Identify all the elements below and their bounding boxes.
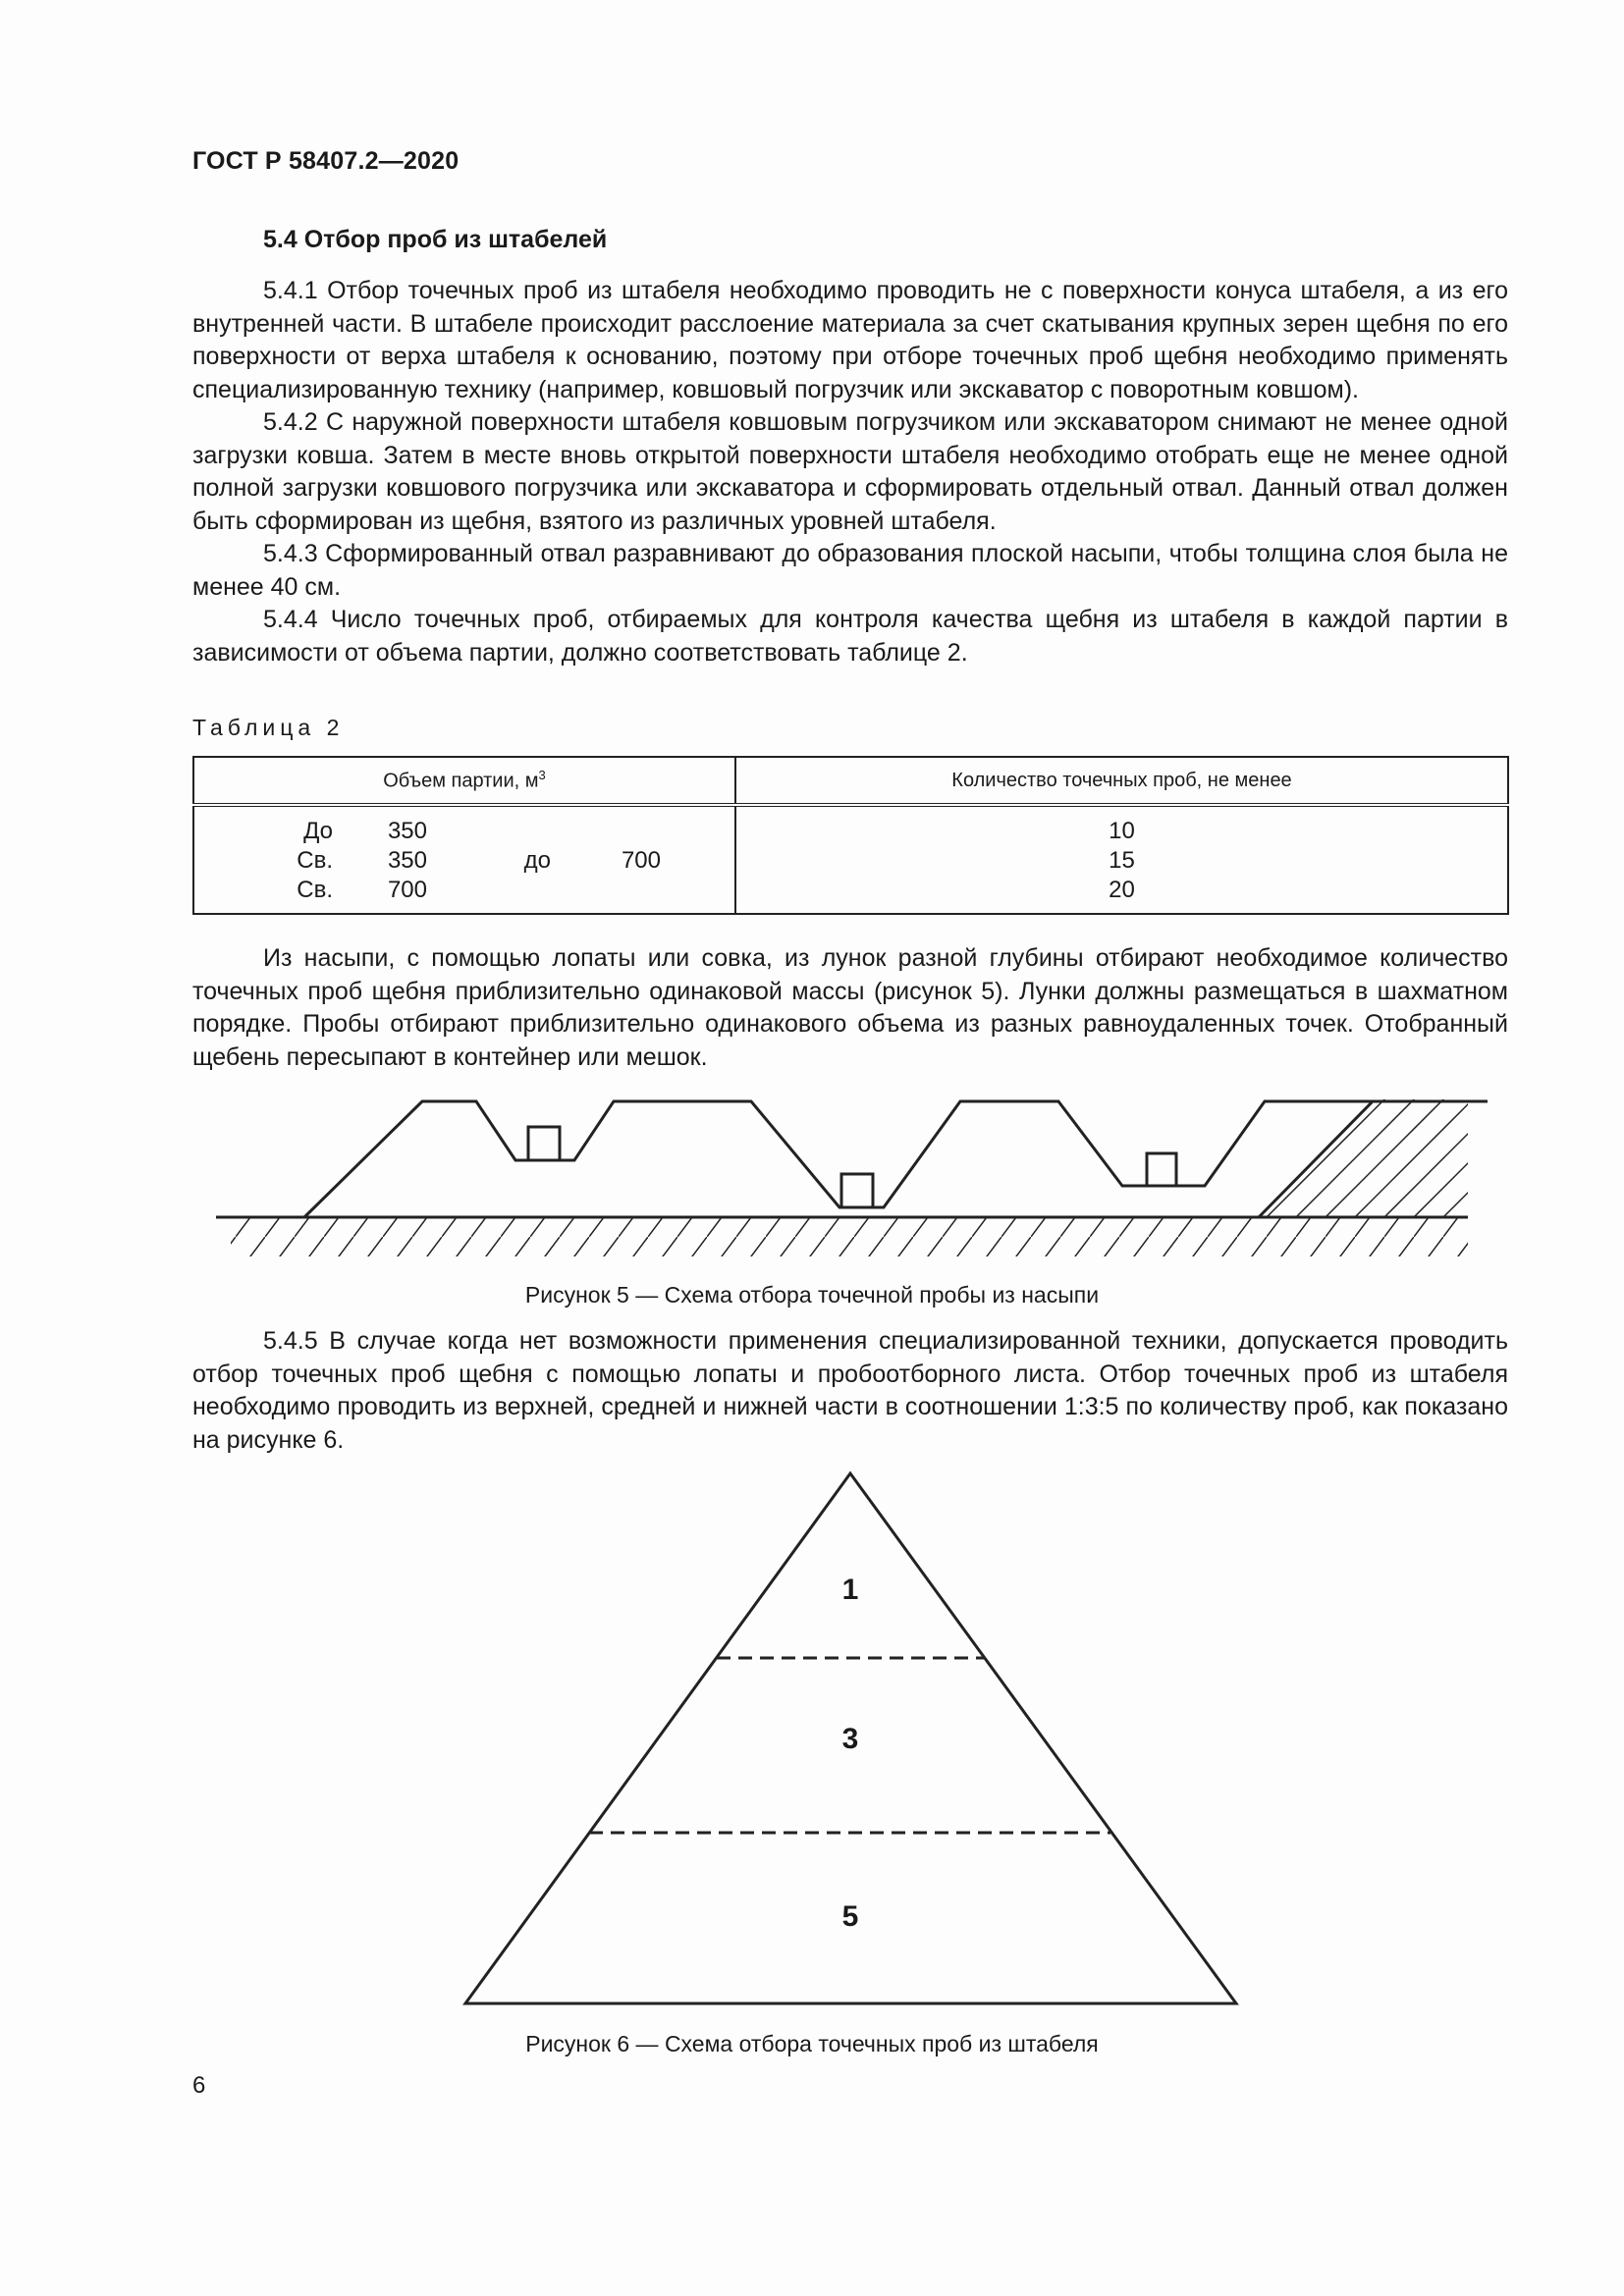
ground-hatching [231,1217,1468,1256]
paragraph-5-4-3: 5.4.3 Сформированный отвал разравнивают до образования плоской насыпи, чтобы толщина слоя была не менее 40 см. [192,540,1508,601]
table-row: Св. 350 до 700 [297,847,661,874]
paragraph-after-table: Из насыпи, с помощью лопаты или совка, из лунок разной глубины отбирают необходимое количество точечных проб щебня приблизительно одинаковой массы (рисунок 5). Лунки должны размещаться в шахматном порядке. Пробы отбирают приблизительно одинакового объема из разных равноудаленных точек. Отобранный щебень пересыпают в контейнер или мешок. [192,944,1508,1071]
paragraphs-block-1 [192,275,1508,669]
table-label: Таблица 2 [192,715,345,740]
paragraph-5-4-1: 5.4.1 Отбор точечных проб из штабеля необходимо проводить не с поверхности конуса штабеля, а из его внутренней части. В штабеле происходит расслоение материала за счет скатывания крупных зерен щебня по его поверхности от верха штабеля к основанию, поэтому при отборе точечных проб щебня необходимо применять специализированную технику (например, ковшовый погрузчик или экскаватор с поворотным ковшом). [192,277,1508,403]
table-cell-volumes [193,805,735,914]
table-2 [192,756,1509,915]
document-header: ГОСТ Р 58407.2—2020 [192,147,460,175]
paragraphs-block-2 [192,942,1508,1074]
section-title: 5.4 Отбор проб из штабелей [263,226,608,253]
table-header-volume: Объем партии, $м^3$ [193,757,735,805]
mound-profile [304,1101,1488,1217]
zone-label-bottom: 5 [841,1900,859,1933]
paragraph-5-4-4: 5.4.4 Число точечных проб, отбираемых для контроля качества щебня из штабеля в каждой партии в зависимости от объема партии, должно соответствовать таблице 2. [192,606,1508,667]
page-number: 6 [192,2072,206,2099]
zone-label-top: 1 [841,1574,859,1606]
table-row: Св. 700 [297,877,427,903]
figure-5-caption: Рисунок 5 — Схема отбора точечной пробы из насыпи [524,1282,1100,1308]
figure-6-caption: Рисунок 6 — Схема отбора точечных проб из штабеля [525,2031,1099,2056]
figure-6-diagram [0,1463,1624,2012]
slope-hatching [1247,1090,1571,1237]
sample-box-3 [1147,1153,1176,1186]
table-cell-counts: 10 15 20 [735,805,1508,914]
sample-box-2 [841,1174,873,1207]
zone-label-middle: 3 [841,1723,859,1755]
stockpile-slope [1259,1101,1373,1217]
sample-box-1 [528,1127,560,1160]
table-header-count: Количество точечных проб, не менее [735,757,1508,805]
paragraphs-block-3 [192,1325,1508,1457]
figure-5-diagram [0,1080,1624,1276]
table-row: До 350 [303,818,427,844]
paragraph-5-4-2: 5.4.2 С наружной поверхности штабеля ковшовым погрузчиком или экскаватором снимают не менее одной загрузки ковша. Затем в месте вновь открытой поверхности штабеля необходимо отобрать еще не менее одной полной загрузки ковшового погрузчика или экскаватора и сформировать отдельный отвал. Данный отвал должен быть сформирован из щебня, взятого из различных уровней штабеля. [192,408,1508,535]
paragraph-5-4-5: 5.4.5 В случае когда нет возможности применения специализированной техники, допускается проводить отбор точечных проб щебня с помощью лопаты и пробоотборного листа. Отбор точечных проб из штабеля необходимо проводить из верхней, средней и нижней части в соотношении 1:3:5 по количеству проб, как показано на рисунке 6. [192,1327,1508,1454]
